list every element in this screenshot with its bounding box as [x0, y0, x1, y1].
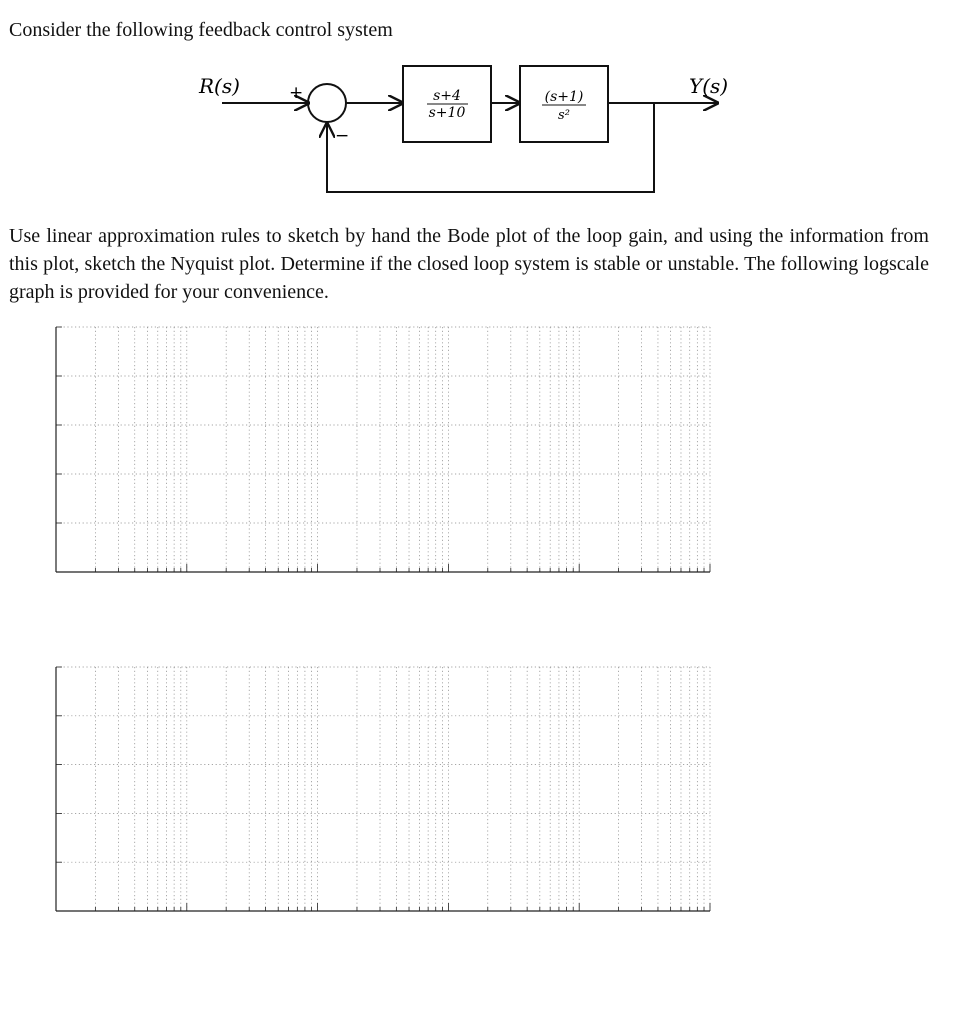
output-label: Y(s) [689, 74, 729, 98]
block1-denominator: s+10 [428, 105, 466, 121]
block2-numerator: (s+1) [544, 89, 584, 105]
sum-minus-sign: − [335, 126, 350, 146]
intro-text: Consider the following feedback control system [9, 19, 393, 41]
sum-plus-sign: + [289, 83, 304, 103]
block2-denominator: s² [558, 108, 570, 123]
block1-numerator: s+4 [433, 88, 461, 104]
instructions-text: Use linear approximation rules to sketch by hand the Bode plot of the loop gain, and using the information from this plot, sketch the Nyquist plot. Determine if the closed loop system is stable or unstable. The following logscale graph is provided for your convenience. [9, 225, 929, 303]
input-label: R(s) [199, 74, 240, 98]
